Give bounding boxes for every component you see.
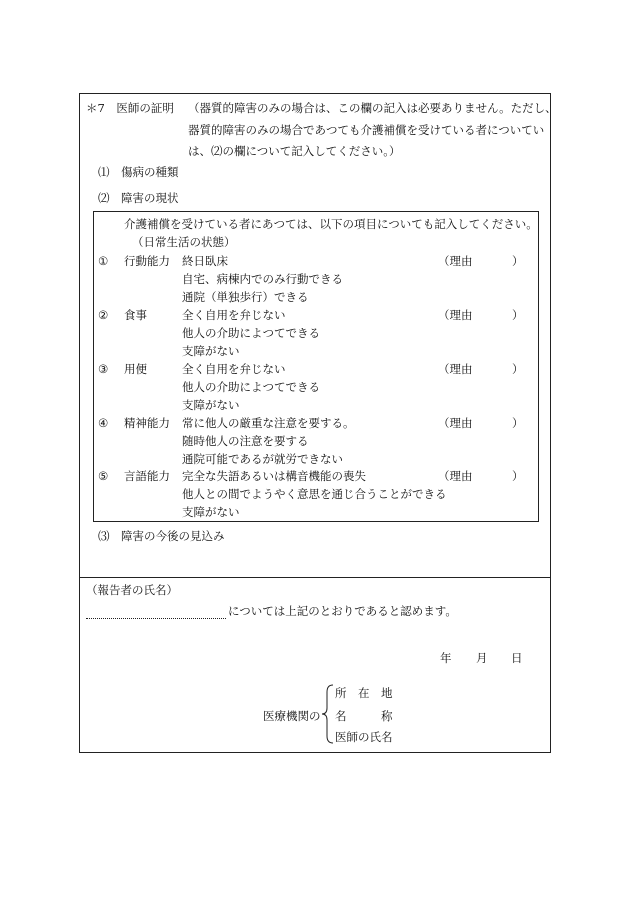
reason-label: （理由 xyxy=(438,416,473,430)
reason-close: ） xyxy=(512,469,524,483)
category-option: 通院（単独歩行）できる xyxy=(182,290,309,304)
category-num: ② xyxy=(98,308,109,322)
curly-brace-icon xyxy=(321,684,335,744)
reporter-name-line[interactable] xyxy=(86,618,226,619)
category-label: 用便 xyxy=(124,362,147,376)
institution-name: 名 称 xyxy=(335,709,393,723)
care-intro: 介護補償を受けている者にあつては、以下の項目についても記入してください。 xyxy=(124,217,538,231)
care-subheading: （日常生活の状態） xyxy=(132,235,236,249)
category-label: 食事 xyxy=(124,308,147,322)
category-option: 全く自用を弁じない xyxy=(182,362,286,376)
reporter-label: （報告者の氏名） xyxy=(86,583,178,597)
reason-close: ） xyxy=(512,416,524,430)
category-option: 常に他人の厳重な注意を要する。 xyxy=(182,416,355,430)
category-num: ① xyxy=(98,254,109,268)
reason-label: （理由 xyxy=(438,254,473,268)
reason-label: （理由 xyxy=(438,362,473,376)
category-num: ④ xyxy=(98,416,109,430)
category-option: 支障がない xyxy=(182,505,240,519)
institution-doctor-name: 医師の氏名 xyxy=(335,730,393,744)
category-label: 言語能力 xyxy=(124,469,170,483)
section-divider xyxy=(79,577,551,578)
category-option: 他人との間でようやく意思を通じ合うことができる xyxy=(182,487,447,501)
date-month: 月 xyxy=(476,651,488,665)
category-option: 随時他人の注意を要する xyxy=(182,434,309,448)
reason-close: ） xyxy=(512,254,524,268)
category-num: ⑤ xyxy=(98,469,109,483)
section-note-line-3: は、⑵の欄について記入してください。） xyxy=(188,144,401,158)
section-note-line-2: 器質的障害のみの場合であつても介護補償を受けている者についてい xyxy=(188,123,545,137)
institution-address: 所 在 地 xyxy=(335,686,393,700)
category-option: 支障がない xyxy=(182,398,240,412)
section-label: ＊7 医師の証明 xyxy=(86,101,174,115)
category-option: 支障がない xyxy=(182,344,240,358)
item-disease-type: ⑴ 傷病の種類 xyxy=(98,165,179,179)
category-option: 自宅、病棟内でのみ行動できる xyxy=(182,272,343,286)
reason-close: ） xyxy=(512,308,524,322)
certify-text: については上記のとおりであると認めます。 xyxy=(228,604,457,618)
item-prognosis: ⑶ 障害の今後の見込み xyxy=(98,529,225,543)
category-label: 精神能力 xyxy=(124,416,170,430)
institution-label: 医療機関の xyxy=(263,709,321,723)
reason-label: （理由 xyxy=(438,308,473,322)
category-label: 行動能力 xyxy=(124,254,170,268)
reason-close: ） xyxy=(512,362,524,376)
category-option: 通院可能であるが就労できない xyxy=(182,452,343,466)
category-option: 他人の介助によつてできる xyxy=(182,380,320,394)
date-day: 日 xyxy=(511,651,523,665)
category-num: ③ xyxy=(98,362,109,376)
date-year: 年 xyxy=(440,651,452,665)
category-option: 全く自用を弁じない xyxy=(182,308,286,322)
section-note-line-1: （器質的障害のみの場合は、この欄の記入は必要ありません。ただし、 xyxy=(188,101,557,115)
category-option: 他人の介助によつてできる xyxy=(182,326,320,340)
category-option: 終日臥床 xyxy=(182,254,228,268)
item-current-state: ⑵ 障害の現状 xyxy=(98,191,179,205)
reason-label: （理由 xyxy=(438,469,473,483)
category-option: 完全な失語あるいは構音機能の喪失 xyxy=(182,469,366,483)
